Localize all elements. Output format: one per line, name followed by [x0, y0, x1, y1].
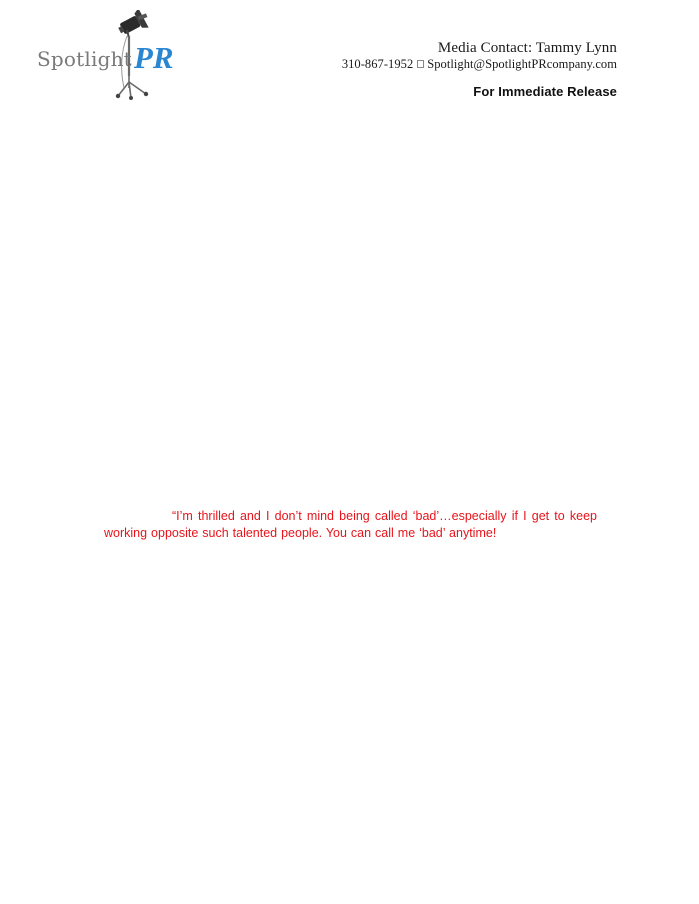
company-logo [34, 10, 184, 100]
media-contact: Media Contact: Tammy Lynn [437, 40, 617, 56]
phone-number: 310-867-1952 [341, 57, 414, 71]
logo-text-spotlight: Spotlight [37, 47, 132, 71]
logo-wordmark [37, 40, 174, 75]
release-label: For Immediate Release [473, 84, 617, 99]
contact-line [342, 57, 617, 71]
email-address: Spotlight@SpotlightPRcompany.com [427, 57, 617, 71]
contact-block [342, 41, 617, 71]
quote-paragraph: “I’m thrilled and I don’t mind being called ‘bad’…especially if I get to keep working opposite such talented people. You can call me ‘bad’ anytime! [104, 509, 597, 540]
separator-box-icon [417, 60, 424, 68]
logo-text-pr: PR [133, 40, 174, 75]
